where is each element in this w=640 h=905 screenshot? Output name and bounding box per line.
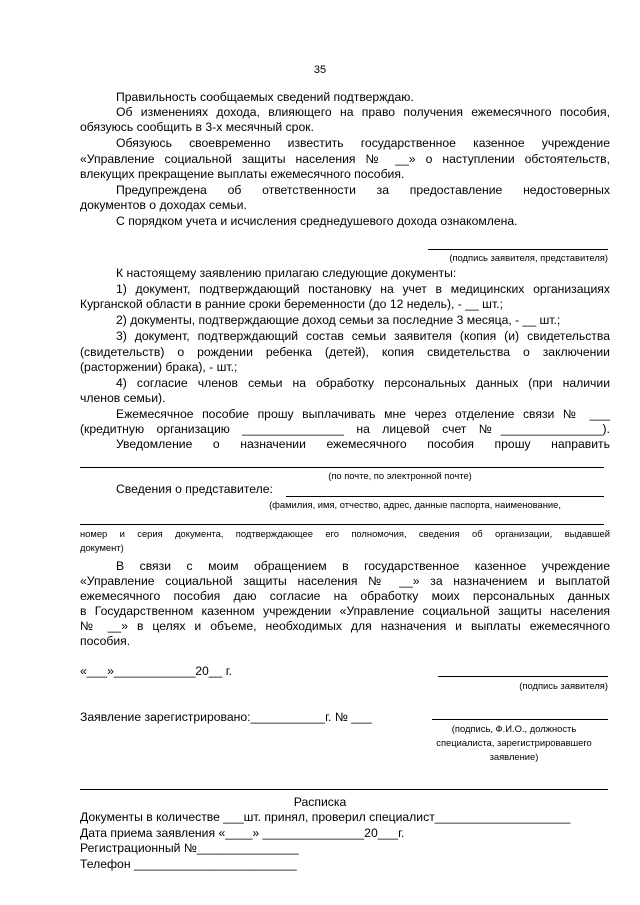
warning-line2: документов о доходах семьи. [80, 198, 247, 212]
receipt-date-line: Дата приема заявления «____» _______________20___г. [80, 826, 405, 840]
consent-line1: В связи с моим обращением в государственное казенное учреждение [116, 559, 610, 573]
receipt-registration-line: Регистрационный №_______________ [80, 841, 299, 855]
consent-line4: в Государственном казенном учреждении «Управление социальной защиты населения [80, 604, 610, 618]
doc1-line1: 1) документ, подтверждающий постановку на учет в медицинских организациях [116, 282, 610, 296]
signature-line-applicant-rep [428, 249, 608, 250]
specialist-caption-line1: (подпись, Ф.И.О., должность [451, 723, 577, 734]
consent-line5: № __» в целях и объеме, необходимых для назначения и выплаты ежемесячного [80, 619, 610, 633]
notify-line1: Обязуюсь своевременно известить государственное казенное учреждение [116, 136, 610, 150]
consent-line2: «Управление социальной защиты населения № __» за назначением и выплатой [80, 574, 610, 588]
representative-label: Сведения о представителе: [116, 482, 273, 496]
representative-note-line1: номер и серия документа, подтверждающее его полномочия, сведения об организации, выдавшей [80, 528, 610, 539]
signature-caption-applicant: (подпись заявителя) [519, 680, 608, 691]
signature-line-applicant [438, 676, 608, 677]
receipt-documents-line: Документы в количестве ___шт. принял, проверил специалист____________________ [80, 810, 571, 824]
receipt-phone-line: Телефон ________________________ [80, 857, 297, 871]
specialist-caption-line2: специалиста, зарегистрировавшего [436, 737, 592, 748]
income-change-line1: Об изменениях дохода, влияющего на право получения ежемесячного пособия, [116, 105, 610, 119]
income-change-line2: обязуюсь сообщить в 3-х месячный срок. [80, 120, 314, 134]
payment-line2: (кредитную организацию _______________ на лицевой счет №_______________). [80, 422, 610, 436]
confirm-paragraph: Правильность сообщаемых сведений подтверждаю. [116, 90, 414, 104]
warning-line1: Предупреждена об ответственности за предоставление недостоверных [116, 183, 610, 197]
consent-line3: ежемесячного пособия даю согласие на обработку моих персональных данных [80, 589, 610, 603]
doc2-line: 2) документы, подтверждающие доход семьи за последние 3 месяца, - __ шт.; [116, 313, 561, 327]
notification-method-line [80, 467, 604, 468]
notification-line: Уведомление о назначении ежемесячного пособия прошу направить [116, 437, 610, 451]
attachments-intro: К настоящему заявлению прилагаю следующие документы: [116, 266, 457, 280]
specialist-caption-line3: заявление) [489, 751, 539, 762]
doc1-line2: Курганской области в ранние сроки беременности (до 12 недель), - __ шт.; [80, 297, 503, 311]
consent-line6: пособия. [80, 634, 131, 648]
notify-line2: «Управление социальной защиты населения № __» о наступлении обстоятельств, [80, 152, 610, 166]
signature-caption-applicant-rep: (подпись заявителя, представителя) [449, 252, 608, 263]
receipt-title: Расписка [293, 795, 347, 809]
doc4-line2: членов семьи). [80, 391, 166, 405]
representative-line1 [286, 496, 604, 497]
page-number: 35 [313, 64, 327, 76]
notification-method-caption: (по почте, по электронной почте) [328, 470, 472, 481]
representative-line2 [80, 524, 604, 525]
income-procedure-paragraph: С порядком учета и исчисления среднедушевого дохода ознакомлена. [116, 214, 518, 228]
application-date: «___»____________20__ г. [80, 664, 233, 678]
receipt-divider [80, 789, 608, 790]
doc3-line3: (расторжении) брака), - шт.; [80, 360, 238, 374]
specialist-signature-line [432, 719, 608, 720]
representative-note-line2: документ) [80, 542, 124, 553]
notify-line3: влекущих прекращение выплаты ежемесячного пособия. [80, 167, 405, 181]
doc3-line2: (свидетельств) о рождении ребенка (детей), копия свидетельства о заключении [80, 345, 610, 359]
doc4-line1: 4) согласие членов семьи на обработку персональных данных (при наличии [116, 376, 610, 390]
payment-line1: Ежемесячное пособие прошу выплачивать мне через отделение связи № ___ [116, 407, 610, 421]
doc3-line1: 3) документ, подтверждающий состав семьи заявителя (копия (и) свидетельства [116, 329, 610, 343]
registration-line: Заявление зарегистрировано:___________г. № ___ [80, 710, 372, 724]
representative-caption: (фамилия, имя, отчество, адрес, данные паспорта, наименование, [269, 499, 561, 510]
